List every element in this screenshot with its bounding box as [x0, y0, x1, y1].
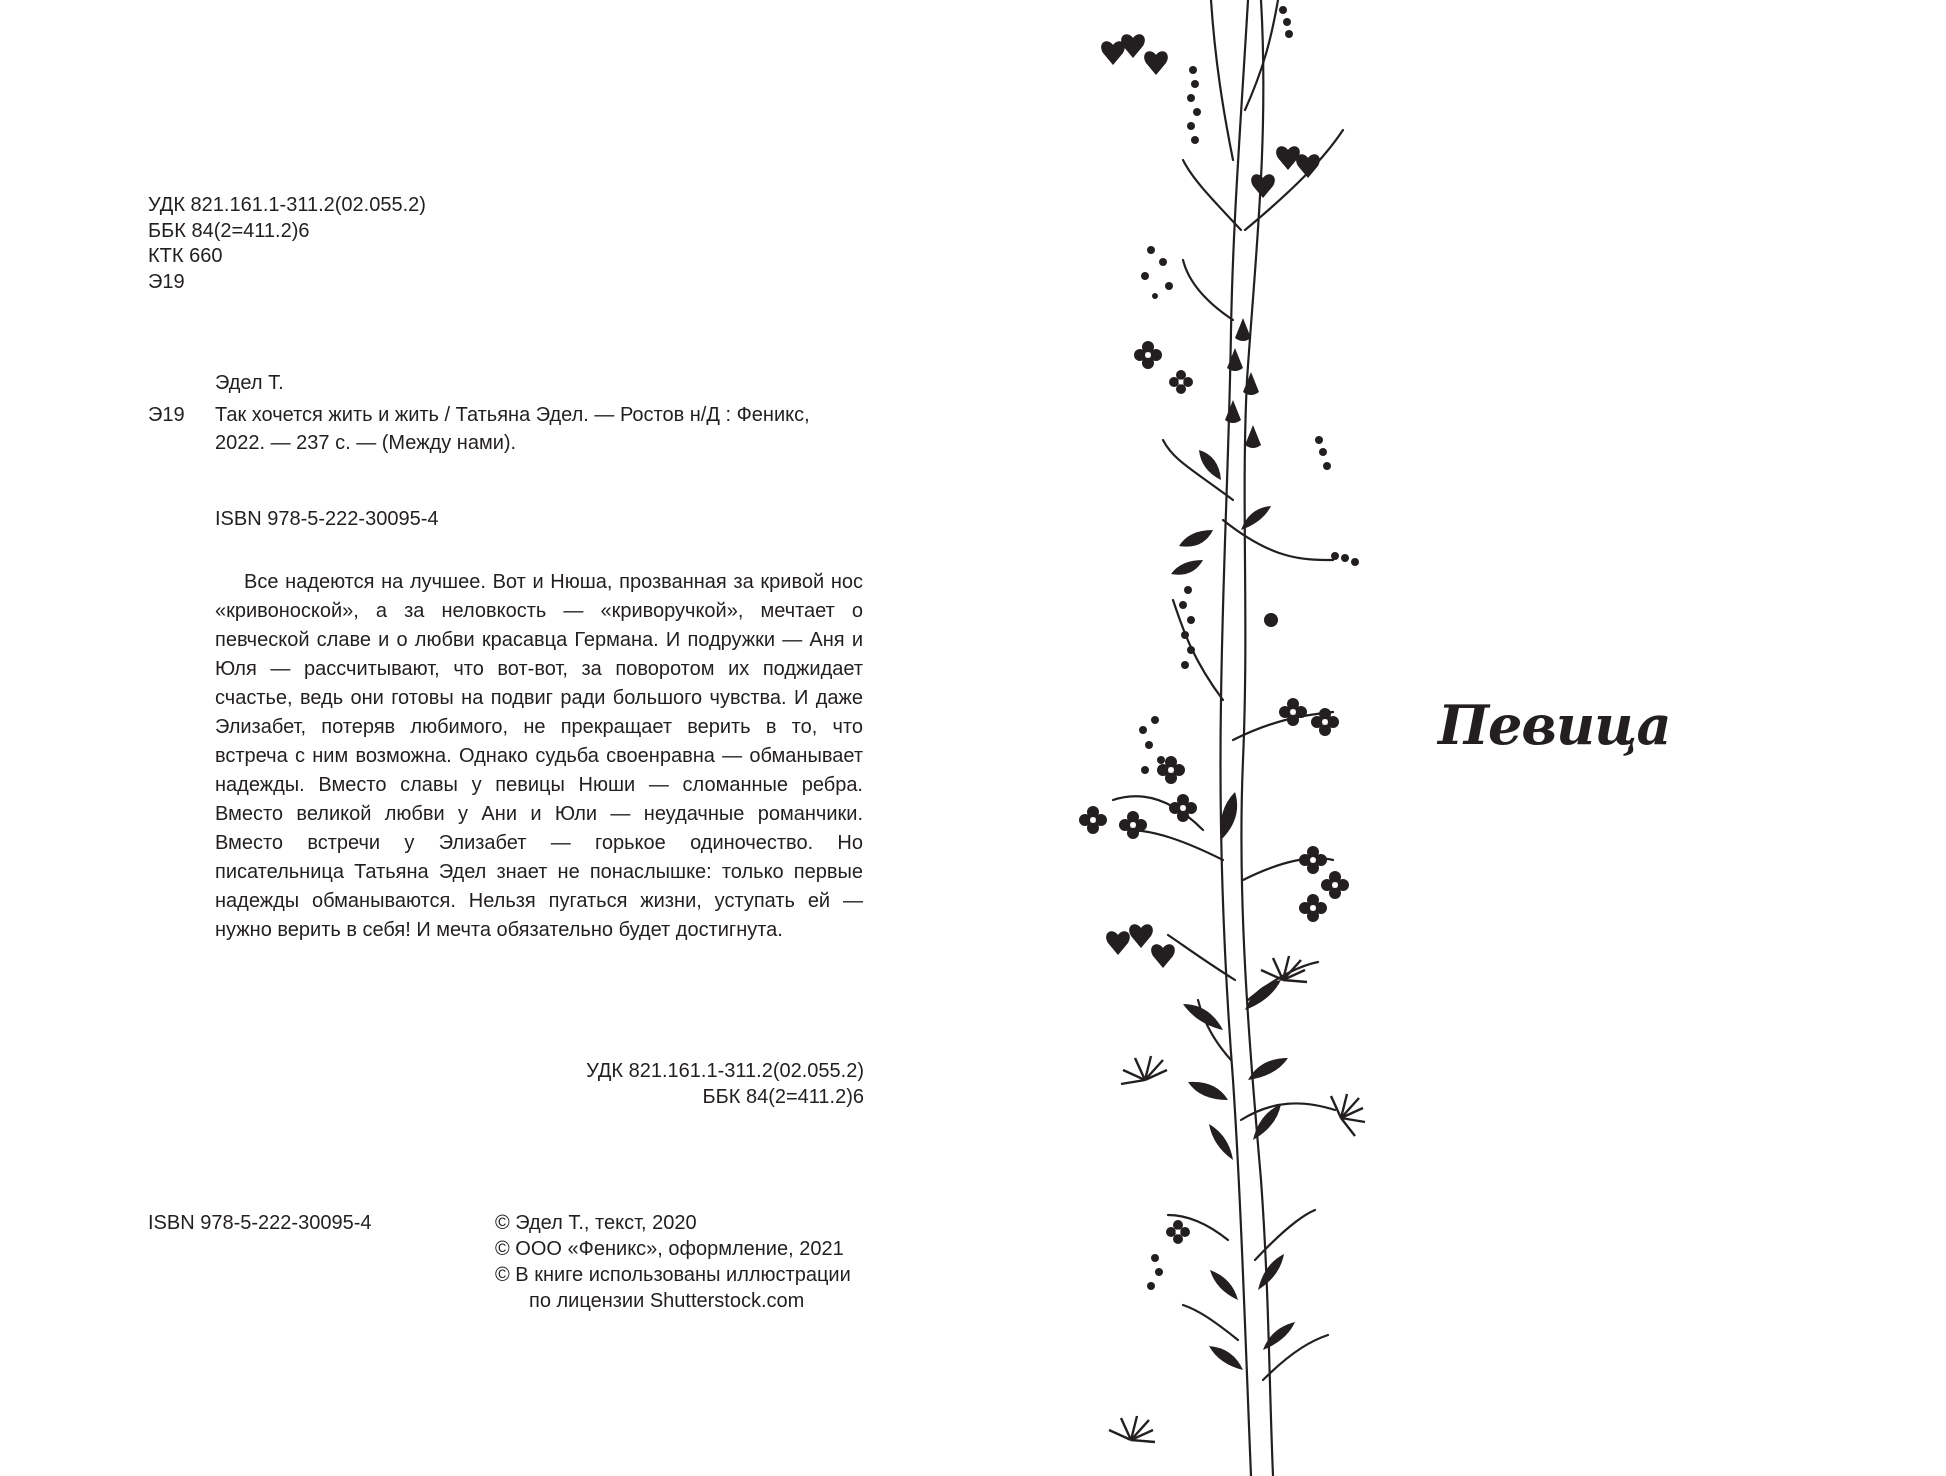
bibliographic-author: Эдел Т.	[215, 372, 284, 394]
udk-code: УДК 821.161.1-311.2(02.055.2)	[148, 194, 426, 216]
bibliographic-margin-code: Э19	[148, 404, 185, 426]
book-annotation: Все надеются на лучшее. Вот и Нюша, прозванная за кривой нос «кривоноской», а за неловкость — «криворучкой», мечтает о певческой славе и о любви красавца Германа. И подружки — Аня и Юля — рассчитывают, что вот-вот, за поворотом их поджидает счастье, ведь они готовы на подвиг ради большого чувства. И даже Элизабет, потеряв любимого, не прекращает верить в то, что встреча с ним возможна. Однако судьба своенравна — обманывает надежды. Вместо славы у певицы Нюши — сломанные ребра. Вместо великой любви у Ани и Юли — неудачные романчики. Вместо встречи у Элизабет — горькое одиночество. Но писательница Татьяна Эдел знает не понаслышке: только первые надежды обманываются. Нельзя пугаться жизни, уступать ей — нужно верить в себя! И мечта обязательно будет достигнута.	[215, 571, 863, 941]
right-page	[973, 0, 1946, 1476]
bottom-udk-code: УДК 821.161.1-311.2(02.055.2)	[586, 1060, 864, 1082]
ktk-code: КТК 660	[148, 245, 223, 267]
author-sign: Э19	[148, 271, 185, 293]
copyright-line-text: © Эдел Т., текст, 2020	[495, 1212, 697, 1234]
isbn-bottom: ISBN 978-5-222-30095-4	[148, 1212, 372, 1234]
bbk-code: ББК 84(2=411.2)6	[148, 220, 310, 242]
bibliographic-line-2: 2022. — 237 с. — (Между нами).	[215, 432, 517, 454]
bibliographic-line-1: Так хочется жить и жить / Татьяна Эдел. — Ростов н/Д : Феникс,	[215, 404, 810, 426]
copyright-line-illustrations: © В книге использованы иллюстрации	[495, 1264, 851, 1286]
copyright-block	[495, 1210, 851, 1314]
page-title: Певица	[1438, 693, 1671, 757]
isbn: ISBN 978-5-222-30095-4	[215, 508, 439, 530]
floral-vine-illustration	[1073, 0, 1403, 1476]
copyright-line-license: по лицензии Shutterstock.com	[529, 1290, 805, 1312]
copyright-line-design: © ООО «Феникс», оформление, 2021	[495, 1238, 844, 1260]
bottom-bbk-code: ББК 84(2=411.2)6	[702, 1086, 864, 1108]
